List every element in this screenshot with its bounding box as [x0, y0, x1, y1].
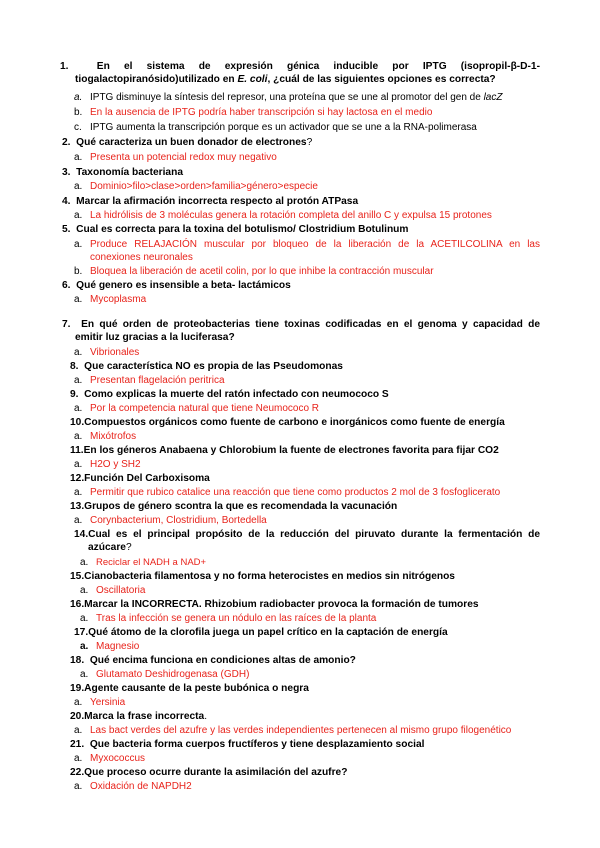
text-span: a.	[74, 753, 83, 764]
text-span: Oxidación de NAPDH2	[90, 781, 192, 792]
text-span: a.	[74, 725, 83, 736]
question-9	[70, 388, 389, 401]
text-span: Produce RELAJACIÓN muscular por bloqueo de la liberación de la ACETILCOLINA en las	[90, 239, 540, 250]
text-span: Dominio>filo>clase>orden>familia>género>especie	[90, 181, 318, 192]
text-span: a.	[74, 515, 83, 526]
text-span: Myxococcus	[90, 753, 146, 764]
text-span: a.	[74, 347, 83, 358]
text-span: 15.	[70, 571, 85, 582]
text-span: Qué átomo de la clorofila juega un papel crítico en la captación de energía	[88, 627, 448, 638]
question-17	[74, 626, 448, 639]
question-10	[70, 416, 505, 429]
question-1-line2	[75, 73, 496, 86]
question-text: En el sistema de expresión génica inducible por IPTG (isopropil-β-D-1-	[96, 61, 540, 72]
text-span: En los géneros Anabaena y Chlorobium la fuente de electrones favorita para fijar CO2	[83, 445, 499, 456]
text-span: Agente causante de la peste bubónica o negra	[84, 683, 309, 694]
question-16	[70, 598, 479, 611]
text-span: conexiones neuronales	[90, 252, 193, 263]
text-span: a.	[74, 210, 83, 221]
text-span: Tras la infección se genera un nódulo en las raíces de la planta	[96, 613, 377, 624]
text-span: La hidrólisis de 3 moléculas genera la rotación completa del anillo C y expulsa 15 protones	[90, 210, 492, 221]
text-span: 8.	[70, 361, 79, 372]
text-span: IPTG aumenta la transcripción porque es un activador que se une a la RNA-polimerasa	[90, 122, 477, 133]
text-span: Que bacteria forma cuerpos fructíferos y tiene desplazamiento social	[89, 739, 425, 750]
text-span: 11.	[70, 445, 84, 456]
text-span: Qué caracteriza un buen donador de electrones	[76, 137, 307, 148]
text-span: Magnesio	[96, 641, 140, 652]
text-span: E. coli	[237, 74, 268, 85]
text-span: Corynbacterium, Clostridium, Bortedella	[90, 515, 267, 526]
text-span: Qué genero es insensible a beta- lactámicos	[76, 280, 291, 291]
text-span: Qué encima funciona en condiciones altas de amonio?	[89, 655, 356, 666]
answer-5a-line2	[90, 251, 193, 264]
text-span: 6.	[62, 280, 71, 291]
question-11	[70, 444, 499, 457]
text-span: a.	[74, 181, 83, 192]
text-span: Las bact verdes del azufre y las verdes independientes pertenecen al mismo grupo filogenético	[90, 725, 512, 736]
question-7-line2	[75, 331, 235, 344]
text-span: a.	[80, 557, 89, 568]
text-span: 10.	[70, 417, 85, 428]
question-15	[70, 570, 455, 583]
text-span: 7.	[62, 319, 71, 330]
text-span: a.	[74, 431, 83, 442]
question-5	[62, 223, 408, 236]
text-span: Glutamato Deshidrogenasa (GDH)	[96, 669, 250, 680]
text-span: Marcar la afirmación incorrecta respecto al protón ATPasa	[76, 196, 359, 207]
text-span: Cual es correcta para la toxina del botulismo/ Clostridium Botulinum	[76, 224, 409, 235]
text-span: Vibrionales	[90, 347, 140, 358]
question-8	[70, 360, 343, 373]
question-18	[70, 654, 356, 667]
text-span: a.	[80, 641, 89, 652]
text-span: azúcare	[88, 542, 126, 553]
text-span: b.	[74, 266, 83, 277]
text-span: Cual es el principal propósito de la reducción del piruvato durante la fermentación de	[88, 529, 540, 540]
text-span: a.	[80, 669, 89, 680]
question-2	[62, 136, 312, 149]
text-span: a.	[74, 697, 83, 708]
text-span: Como explicas la muerte del ratón infectado con neumococo S	[84, 389, 389, 400]
text-span: Taxonomía bacteriana	[76, 167, 183, 178]
text-span: 12.	[70, 473, 85, 484]
text-span: a.	[80, 585, 89, 596]
text-span: 16.	[70, 599, 85, 610]
text-span: 17.	[74, 627, 89, 638]
text-span: 21.	[70, 739, 85, 750]
text-span: tiogalactopiranósido)utilizado en	[75, 74, 238, 85]
text-span: , ¿cuál de las siguientes opciones es correcta?	[267, 74, 496, 85]
text-span: 19.	[70, 683, 85, 694]
question-20	[70, 710, 207, 723]
text-span: Yersinia	[90, 697, 126, 708]
text-span: Mixótrofos	[90, 431, 137, 442]
text-span: Función Del Carboxisoma	[84, 473, 210, 484]
text-span: Mycoplasma	[90, 294, 147, 305]
text-span: En qué orden de proteobacterias tiene toxinas codificadas en el genoma y capacidad de	[81, 319, 540, 330]
text-span: ?	[306, 137, 313, 148]
text-span: a.	[74, 152, 83, 163]
text-span: Marca la frase incorrecta	[84, 711, 205, 722]
text-span: Compuestos orgánicos como fuente de carbono e inorgánicos como fuente de energía	[84, 417, 505, 428]
text-span: 2.	[62, 137, 71, 148]
text-span: Presentan flagelación peritrica	[90, 375, 225, 386]
text-span: 3.	[62, 167, 71, 178]
question-12	[70, 472, 210, 485]
question-19	[70, 682, 309, 695]
text-span: 22.	[70, 767, 85, 778]
question-14-line2	[88, 541, 132, 554]
question-number: 1.	[60, 61, 69, 72]
text-span: Marcar la INCORRECTA. Rhizobium radiobacter provoca la formación de tumores	[84, 599, 479, 610]
question-6	[62, 279, 291, 292]
text-span: 18.	[70, 655, 85, 666]
text-span: Grupos de género scontra la que es recomendada la vacunación	[84, 501, 398, 512]
question-4	[62, 195, 358, 208]
text-span: a.	[74, 375, 83, 386]
text-span: Permitir que rubico catalice una reacción que tiene como productos 2 mol de 3 fosfoglicerato	[90, 487, 501, 498]
text-span: 4.	[62, 196, 71, 207]
question-7	[62, 318, 540, 331]
text-span: a.	[80, 613, 89, 624]
text-span: Bloquea la liberación de acetil colin, por lo que inhibe la contracción muscular	[90, 266, 434, 277]
text-span: emitir luz gracias a la luciferasa?	[75, 332, 235, 343]
text-span: 9.	[70, 389, 79, 400]
question-3	[62, 166, 183, 179]
text-span: H2O y SH2	[90, 459, 141, 470]
text-span: Reciclar el NADH a NAD+	[96, 557, 207, 568]
text-span: Presenta un potencial redox muy negativo	[90, 152, 277, 163]
text-span: a.	[74, 487, 83, 498]
question-14	[74, 528, 540, 541]
text-span: IPTG disminuye la síntesis del represor, una proteína que se une al promotor del gen de	[90, 92, 484, 103]
text-span: 5.	[62, 224, 71, 235]
text-span: a.	[74, 294, 83, 305]
text-span: a.	[74, 781, 83, 792]
text-span: Que característica NO es propia de las Pseudomonas	[84, 361, 343, 372]
text-span: Que proceso ocurre durante la asimilación del azufre?	[84, 767, 348, 778]
text-span: b.	[74, 107, 83, 118]
text-span: a.	[74, 403, 83, 414]
text-span: Cianobacteria filamentosa y no forma heterocistes en medios sin nitrógenos	[84, 571, 455, 582]
text-span: a.	[74, 239, 83, 250]
text-span: Oscillatoria	[96, 585, 146, 596]
question-21	[70, 738, 424, 751]
text-span: 13.	[70, 501, 85, 512]
text-span: lacZ	[483, 92, 503, 103]
text-span: Por la competencia natural que tiene Neumococo R	[90, 403, 320, 414]
question-1	[60, 60, 540, 73]
text-span: 14.	[74, 529, 89, 540]
question-13	[70, 500, 397, 513]
text-span: ?	[125, 542, 132, 553]
question-22	[70, 766, 347, 779]
text-span: a.	[74, 459, 83, 470]
text-span: En la ausencia de IPTG podría haber transcripción si hay lactosa en el medio	[90, 107, 433, 118]
text-span: 20.	[70, 711, 85, 722]
text-span: c.	[74, 122, 82, 133]
text-span: .	[204, 711, 208, 722]
text-span: a.	[74, 92, 83, 103]
